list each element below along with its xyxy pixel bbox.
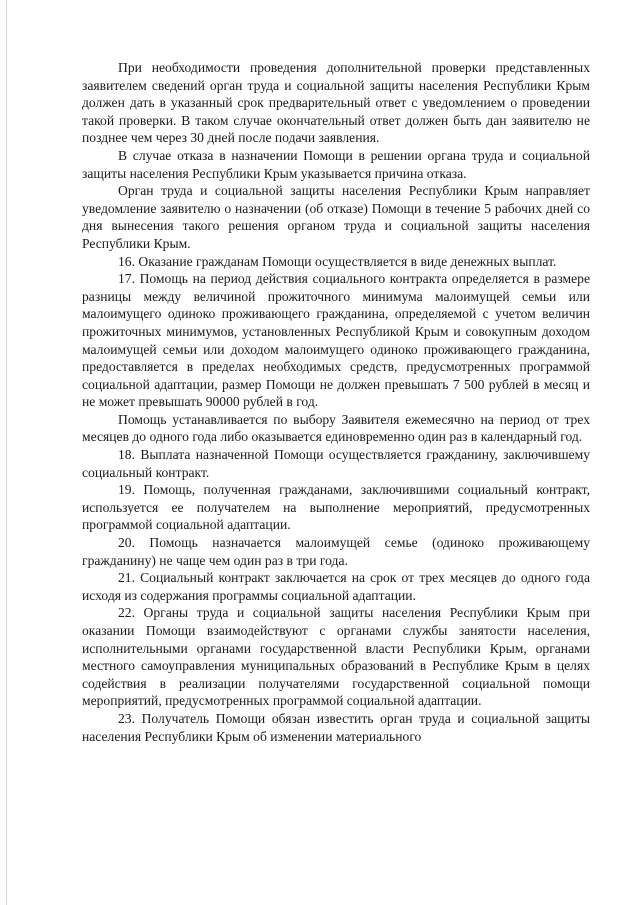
paragraph-item-17: 17. Помощь на период действия социального контракта определяется в размере разницы между величиной прожиточного минимума малоимущей семьи или малоимущего одиноко проживающего гражданина, определяемой с учетом величин прожиточных минимумов, установленных Республикой Крым и совокупным доходом малоимущей семьи или доходом малоимущего одиноко проживающего гражданина, предоставляется в пределах необходимых средств, предусмотренных программой социальной адаптации, размер Помощи не должен превышать 7 500 рублей в месяц и не может превышать 90000 рублей в год. xyxy=(82,271,590,410)
paragraph-item-20: 20. Помощь назначается малоимущей семье (одиноко проживающему гражданину) не чаще чем один раз в три года. xyxy=(82,535,590,568)
document-body xyxy=(82,59,590,745)
paragraph-item-23: 23. Получатель Помощи обязан известить орган труда и социальной защиты населения Республики Крым об изменении материального xyxy=(82,710,590,744)
paragraph-notification: Орган труда и социальной защиты населения Республики Крым направляет уведомление заявителю о назначении (об отказе) Помощи в течение 5 рабочих дней со дня вынесения такого решения органом труда и социальной защиты населения Республики Крым. xyxy=(82,183,590,251)
paragraph-refusal-reason: В случае отказа в назначении Помощи в решении органа труда и социальной защиты населения Республики Крым указывается причина отказа. xyxy=(82,147,590,181)
paragraph-item-19: 19. Помощь, полученная гражданами, заключившими социальный контракт, используется ее получателем на выполнение мероприятий, предусмотренных программой социальной адаптации. xyxy=(82,482,590,533)
paragraph-item-21: 21. Социальный контракт заключается на срок от трех месяцев до одного года исходя из содержания программы социальной адаптации. xyxy=(82,570,590,603)
paragraph-item-18: 18. Выплата назначенной Помощи осуществляется гражданину, заключившему социальный контракт. xyxy=(82,447,590,480)
paragraph-item-22: 22. Органы труда и социальной защиты населения Республики Крым при оказании Помощи взаимодействуют с органами службы занятости населения, исполнительными органами государственной власти Республики Крым, органами местного самоуправления муниципальных образований в Республике Крым в целях содействия в реализации получателями государственной социальной помощи мероприятий, предусмотренных программой социальной адаптации. xyxy=(82,605,590,709)
paragraph-payment-schedule: Помощь устанавливается по выбору Заявителя ежемесячно на период от трех месяцев до одного года либо оказывается единовременно один раз в календарный год. xyxy=(82,411,590,445)
paragraph-additional-check: При необходимости проведения дополнительной проверки представленных заявителем сведений орган труда и социальной защиты населения Республики Крым должен дать в указанный срок предварительный ответ с уведомлением о проведении такой проверки. В таком случае окончательный ответ должен быть дан заявителю не позднее чем через 30 дней после подачи заявления. xyxy=(82,60,590,146)
scan-edge-line xyxy=(6,0,7,905)
paragraph-item-16: 16. Оказание гражданам Помощи осуществляется в виде денежных выплат. xyxy=(118,253,557,269)
